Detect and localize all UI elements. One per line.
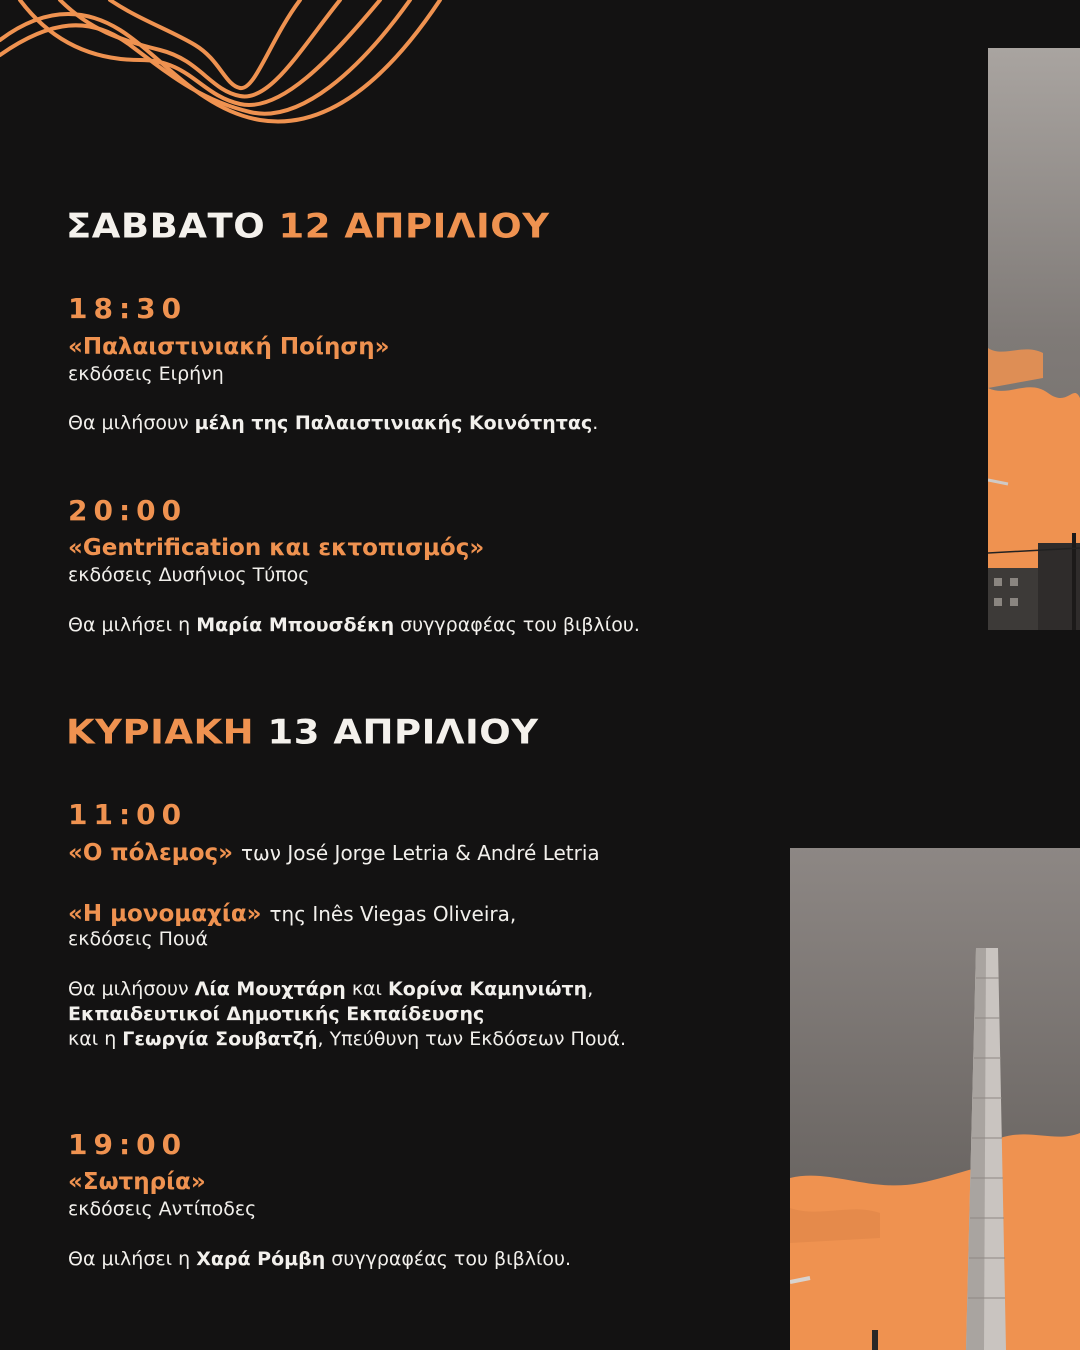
event-time: 18:30 (68, 292, 188, 325)
event-publisher: εκδόσεις Ειρήνη (68, 363, 224, 385)
day-date: 12 ΑΠΡΙΛΙΟΥ (278, 206, 550, 246)
event-description: και η Γεωργία Σουβατζή, Υπεύθυνη των Εκδόσεων Πουά. (68, 1028, 626, 1050)
day-date: 13 ΑΠΡΙΛΙΟΥ (267, 712, 539, 752)
book-title: «Η μονομαχία» (68, 901, 262, 927)
event-title: «Σωτηρία» (68, 1169, 206, 1195)
event-title (68, 901, 516, 927)
photo-chimney (790, 848, 1080, 1350)
event-time: 20:00 (68, 494, 188, 527)
day-name: ΣΑΒΒΑΤΟ (66, 206, 266, 246)
day-name: ΚΥΡΙΑΚΗ (66, 712, 255, 752)
event-publisher: εκδόσεις Δυσήνιος Τύπος (68, 564, 310, 586)
photo-city-sky (988, 48, 1080, 630)
book-title: «Ο πόλεμος» (68, 840, 233, 866)
decorative-wave-lines (0, 0, 460, 140)
event-title (68, 840, 600, 866)
book-authors: της Inês Viegas Oliveira, (269, 902, 517, 926)
event-publisher: εκδόσεις Πουά (68, 928, 209, 950)
event-time: 19:00 (68, 1128, 188, 1161)
event-description: Θα μιλήσουν Λία Μουχτάρη και Κορίνα Καμηνιώτη, (68, 978, 594, 1000)
event-title: «Gentrification και εκτοπισμός» (68, 535, 485, 561)
event-description: Εκπαιδευτικοί Δημοτικής Εκπαίδευσης (68, 1003, 485, 1025)
day-heading-sunday (66, 712, 539, 752)
event-description: Θα μιλήσει η Χαρά Ρόμβη συγγραφέας του βιβλίου. (68, 1248, 572, 1270)
event-publisher: εκδόσεις Αντίποδες (68, 1198, 257, 1220)
book-authors: των José Jorge Letria & André Letria (241, 841, 600, 865)
day-heading-saturday (66, 206, 550, 246)
event-time: 11:00 (68, 798, 188, 831)
event-title: «Παλαιστινιακή Ποίηση» (68, 334, 390, 360)
event-description: Θα μιλήσει η Μαρία Μπουσδέκη συγγραφέας του βιβλίου. (68, 614, 640, 636)
event-description: Θα μιλήσουν μέλη της Παλαιστινιακής Κοινότητας. (68, 412, 599, 434)
